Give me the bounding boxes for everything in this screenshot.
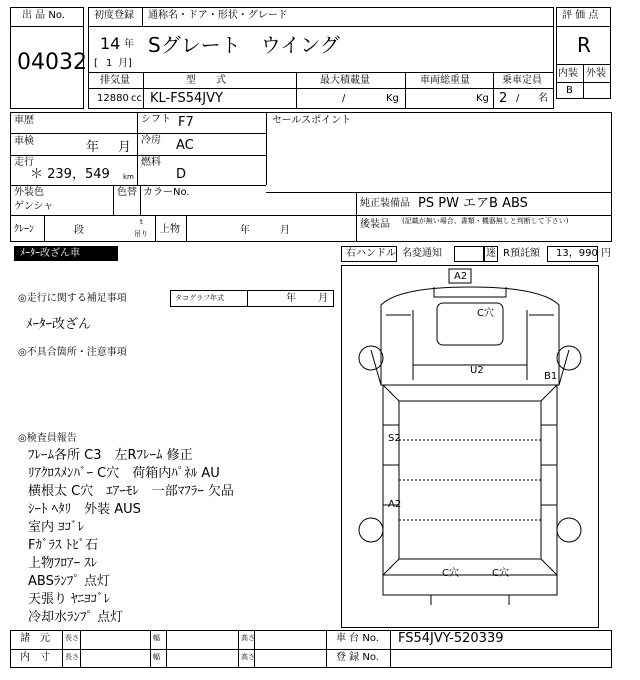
mileage-label: 走行 [14, 157, 34, 168]
passengers-unit: 名 [538, 93, 548, 104]
rhd-label: 右ハンドル [346, 248, 396, 259]
defects-label: ◎不具合箇所・注意事項 [18, 347, 127, 358]
displacement-label: 排気量 [100, 75, 130, 86]
reg-year-unit: 年 [124, 39, 134, 50]
chassis-value: FS54JVY-520339 [398, 631, 504, 646]
reg-month-open: [ [94, 58, 98, 69]
driving-note-label: ◎走行に関する補足事項 [18, 293, 127, 304]
grade-value: R [577, 33, 591, 57]
recycle-amount: 13，990 [556, 248, 598, 259]
bed-outline [383, 385, 557, 575]
tachograph-label: タコグラフ年式 [175, 294, 224, 302]
tacho-year: 年 [286, 293, 296, 304]
displacement-value: 12880 [97, 93, 129, 104]
color-code-label: カラーNo. [143, 187, 190, 198]
reg-label: 登 録 No. [336, 652, 379, 663]
car-name: Sグレート ウイング [148, 33, 340, 57]
diag-label: S2 [388, 433, 401, 444]
diag-label: C穴 [492, 568, 509, 579]
change-notice: 名変通知 [402, 248, 442, 259]
wheel-rear-left [359, 518, 383, 542]
length-label: 長さ [65, 634, 79, 642]
cross-label: 迷 [486, 248, 496, 259]
recycle-label: R預託額 [503, 248, 540, 259]
passengers-value: 2 [499, 91, 508, 106]
ac-value: AC [176, 138, 194, 153]
inspector-label: ◎検査員報告 [18, 433, 77, 444]
report-line: ﾌﾚｰﾑ各所 C3 左Rﾌﾚｰﾑ 修正 [28, 448, 193, 463]
report-line: 天張り ﾔﾆﾖｺﾞﾚ [28, 592, 111, 607]
gross-weight-label: 車両総重量 [420, 75, 470, 86]
model-label: 型 式 [186, 75, 226, 86]
interior-dims-label: 内 寸 [20, 652, 50, 663]
diag-label: U2 [470, 365, 484, 376]
color-no-label: 色替 [117, 187, 137, 198]
diag-label: B1 [544, 371, 558, 382]
report-line: 冷却水ﾗﾝﾌﾟ 点灯 [28, 610, 124, 625]
sales-point-label: セールスポイント [272, 115, 352, 126]
history-label: 車歴 [14, 115, 34, 126]
bed-label: 上物 [160, 224, 180, 235]
width-label: 幅 [153, 634, 160, 642]
inspection-month: 月 [118, 140, 132, 155]
yen: 円 [601, 248, 611, 259]
fuel-value: D [176, 167, 187, 182]
diag-label: A2 [454, 271, 468, 282]
report-line: 上物ﾌﾛｱｰ ｽﾚ [28, 556, 98, 571]
crane-hoist: 吊り [134, 230, 148, 238]
report-line: 室内 ﾖｺﾞﾚ [28, 520, 85, 535]
equipment-label: 純正装備品 [360, 198, 410, 209]
width-label: 幅 [153, 653, 160, 661]
color-label: 外装色 [14, 187, 44, 198]
equipment-value: PS PW エアB ABS [418, 196, 528, 211]
displacement-unit: cc [131, 93, 142, 104]
diag-label: C穴 [442, 568, 459, 579]
dims-label: 諸 元 [20, 633, 50, 644]
wheel-front-left [359, 346, 383, 370]
reg-month-unit: 月] [118, 58, 132, 69]
model-value: KL-FS54JVY [150, 91, 223, 106]
interior-grade: B [566, 85, 573, 96]
exterior-label: 外装 [586, 68, 606, 79]
reg-month: 1 [106, 58, 113, 69]
aftermarket-label: 後装品 [360, 219, 390, 230]
length-label: 長さ [65, 653, 79, 661]
driving-note: ﾒｰﾀｰ改ざん [26, 317, 92, 332]
ac-label: 冷房 [141, 135, 161, 146]
report-line: Fｶﾞﾗｽ ﾄﾋﾞ石 [28, 538, 99, 553]
reg-year: 14 [100, 34, 121, 53]
report-line: ABSﾗﾝﾌﾟ 点灯 [28, 574, 110, 589]
mileage-unit: km [123, 173, 134, 181]
bed-year: 年 [240, 225, 250, 236]
height-label: 高さ [241, 634, 255, 642]
capacity-unit: Kg [386, 93, 399, 104]
capacity-slash: / [342, 93, 346, 104]
report-line: 横根太 C穴 ｴｱｰﾓﾚ 一部ﾏﾌﾗｰ 欠品 [28, 484, 234, 499]
inspection-year: 年 [86, 140, 100, 155]
tampered-banner-text: ﾒｰﾀｰ改ざん車 [20, 248, 80, 259]
passengers-slash: / [516, 93, 520, 104]
mileage-value: ＊ 239，549 [30, 167, 110, 182]
height-label: 高さ [241, 653, 255, 661]
grade-label: 評 価 点 [562, 10, 599, 21]
tacho-month: 月 [318, 293, 328, 304]
passengers-label: 乗車定員 [502, 75, 542, 86]
chassis-label: 車 台 No. [336, 633, 379, 644]
inspection-label: 車検 [14, 136, 34, 147]
lot-number: 04032 [17, 50, 87, 75]
lot-label: 出 品 No. [22, 10, 65, 21]
color-value: ゲンシャ [14, 201, 54, 212]
crane-stage: 段 [74, 225, 84, 236]
crane-ton: t [140, 218, 143, 226]
report-line: ﾘｱｸﾛｽﾒﾝﾊﾞｰ C穴 荷箱内ﾊﾟﾈﾙ AU [28, 466, 220, 481]
shift-label: シフト [141, 114, 171, 125]
capacity-label: 最大積載量 [320, 75, 370, 86]
crane-label: ｸﾚｰﾝ [14, 224, 34, 235]
bed-month: 月 [280, 225, 290, 236]
shift-value: F7 [178, 115, 194, 130]
interior-label: 内装 [558, 68, 578, 79]
gross-weight-unit: Kg [476, 93, 489, 104]
wheel-rear-right [557, 518, 581, 542]
name-label: 通称名・ドア・形状・グレード [148, 10, 288, 21]
diag-label: C穴 [477, 308, 494, 319]
first-reg-label: 初度登録 [94, 10, 134, 21]
truck-diagram [341, 265, 599, 628]
report-line: ｼｰﾄ ﾍﾀﾘ 外装 AUS [28, 502, 141, 517]
wheel-front-right [557, 346, 581, 370]
diag-label: A2 [388, 499, 402, 510]
aftermarket-note: (記載が無い場合、書類・機器無しと判断して下さい) [402, 217, 569, 225]
fuel-label: 燃料 [141, 157, 161, 168]
